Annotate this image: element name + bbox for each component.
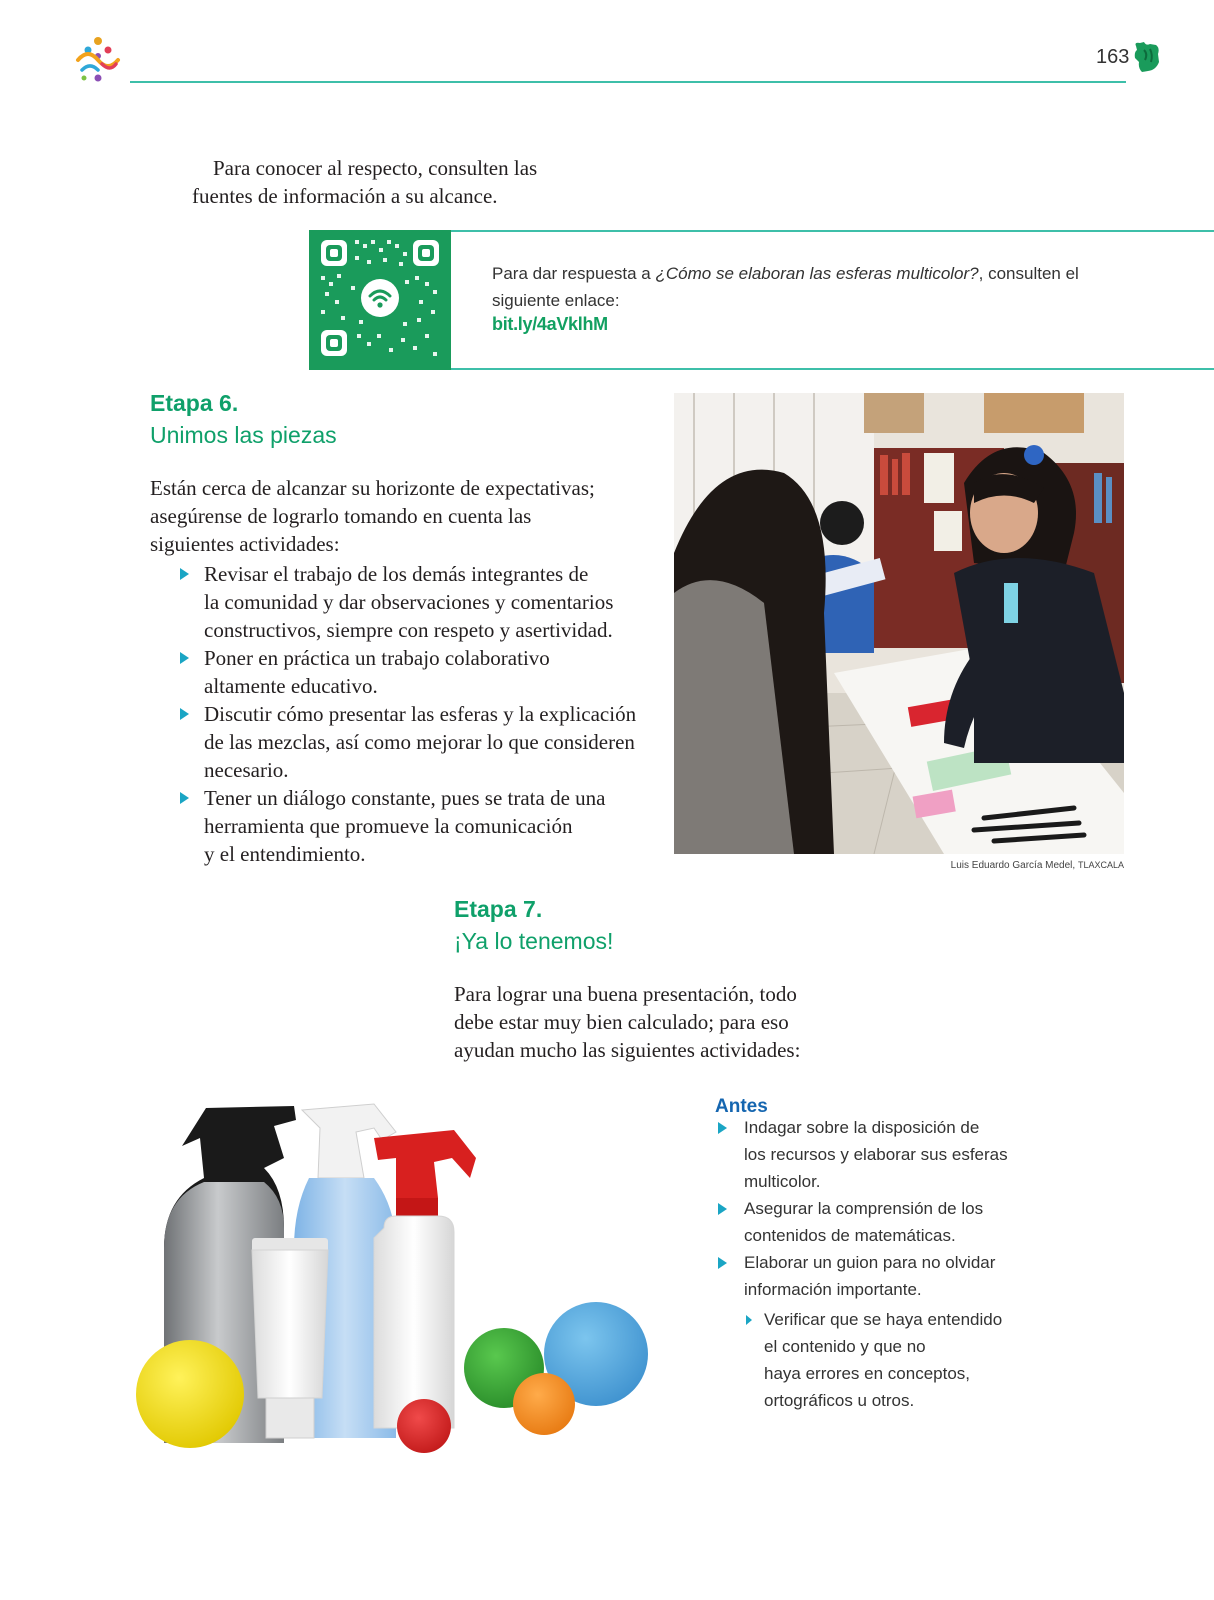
antes-sub-bullet xyxy=(744,1306,1064,1414)
list-item-line: contenidos de matemáticas. xyxy=(744,1226,956,1245)
antes-title: Antes xyxy=(715,1096,768,1117)
etapa7-subtitle: ¡Ya lo tenemos! xyxy=(454,928,614,954)
list-item-line: ortográficos u otros. xyxy=(764,1391,915,1410)
etapa7-intro-line: Para lograr una buena presentación, todo xyxy=(454,982,797,1006)
header-logo xyxy=(72,34,124,84)
list-item xyxy=(178,784,648,868)
page-number: 163 xyxy=(1096,46,1130,68)
section-icon xyxy=(1132,40,1162,74)
classroom-photo-illustration xyxy=(674,393,1124,854)
link-box-top-border xyxy=(451,230,1214,232)
list-item-line: y el entendimiento. xyxy=(204,842,366,866)
bottles-spheres-icon xyxy=(134,1098,664,1470)
etapa6-intro-line: siguientes actividades: xyxy=(150,532,340,556)
list-item xyxy=(716,1249,1046,1303)
list-item xyxy=(178,560,648,644)
etapa6-bullet-list xyxy=(178,560,648,868)
link-question: ¿Cómo se elaboran las esferas multicolor? xyxy=(655,264,979,283)
header-divider xyxy=(130,81,1126,83)
list-item-line: altamente educativo. xyxy=(204,674,378,698)
bullet-arrow-icon xyxy=(180,708,189,720)
bullet-arrow-icon xyxy=(180,568,189,580)
antes-bullet-list xyxy=(716,1114,1046,1303)
list-item-line: los recursos y elaborar sus esferas xyxy=(744,1145,1008,1164)
list-item xyxy=(716,1114,1046,1195)
logo-icon xyxy=(72,34,124,84)
list-item xyxy=(716,1195,1046,1249)
list-item-line: de las mezclas, así como mejorar lo que consideren xyxy=(204,730,635,754)
bullet-arrow-icon xyxy=(718,1203,727,1215)
list-item-line: multicolor. xyxy=(744,1172,821,1191)
etapa6-title: Etapa 6. xyxy=(150,390,239,416)
list-item-line: Verificar que se haya entendido xyxy=(764,1310,1003,1329)
etapa7-intro-line: ayudan mucho las siguientes actividades: xyxy=(454,1038,801,1062)
list-item-line: Revisar el trabajo de los demás integrantes de xyxy=(204,562,589,586)
list-item xyxy=(178,644,648,700)
link-box-bottom-border xyxy=(451,368,1214,370)
list-item-line: Indagar sobre la disposición de xyxy=(744,1118,980,1137)
sub-bullet-arrow-icon xyxy=(746,1315,752,1325)
etapa7-intro xyxy=(454,980,800,1064)
photo-caption xyxy=(880,860,1124,871)
list-item-line: Tener un diálogo constante, pues se trata de una xyxy=(204,786,606,810)
link-instructions xyxy=(492,260,1142,314)
list-item-line: el contenido y que no xyxy=(764,1337,926,1356)
intro-line-2: fuentes de información a su alcance. xyxy=(192,184,498,208)
classroom-photo xyxy=(674,393,1124,854)
list-item-line: Poner en práctica un trabajo colaborativo xyxy=(204,646,550,670)
etapa7-title: Etapa 7. xyxy=(454,896,543,922)
list-item-line: Discutir cómo presentar las esferas y la explicación xyxy=(204,702,637,726)
etapa6-intro-line: Están cerca de alcanzar su horizonte de expectativas; xyxy=(150,476,595,500)
bullet-arrow-icon xyxy=(718,1257,727,1269)
link-text-before: Para dar respuesta a xyxy=(492,264,656,283)
list-item-line: constructivos, siempre con respeto y asertividad. xyxy=(204,618,613,642)
photo-caption-place: TLAXCALA xyxy=(1077,860,1124,870)
list-item-line: Elaborar un guion para no olvidar xyxy=(744,1253,996,1272)
link-url[interactable]: bit.ly/4aVklhM xyxy=(492,314,608,334)
glyph-icon xyxy=(1132,40,1162,74)
intro-line-1: Para conocer al respecto, consulten las xyxy=(213,156,538,180)
bullet-arrow-icon xyxy=(718,1122,727,1134)
qr-code-icon xyxy=(309,230,451,370)
etapa7-intro-line: debe estar muy bien calculado; para eso xyxy=(454,1010,789,1034)
list-item-line: información importante. xyxy=(744,1280,922,1299)
bottles-spheres-illustration xyxy=(134,1098,664,1470)
list-item-line: la comunidad y dar observaciones y comentarios xyxy=(204,590,614,614)
link-text-after: , consulten el siguiente enlace: xyxy=(492,264,1079,310)
list-item-line: herramienta que promueve la comunicación xyxy=(204,814,573,838)
bullet-arrow-icon xyxy=(180,652,189,664)
etapa6-intro-line: asegúrense de lograrlo tomando en cuenta las xyxy=(150,504,532,528)
list-item xyxy=(178,700,648,784)
list-item-line: haya errores en conceptos, xyxy=(764,1364,971,1383)
bullet-arrow-icon xyxy=(180,792,189,804)
list-item-line: necesario. xyxy=(204,758,289,782)
etapa6-intro xyxy=(150,474,595,558)
qr-code[interactable] xyxy=(309,230,451,370)
list-item-line: Asegurar la comprensión de los xyxy=(744,1199,984,1218)
etapa6-subtitle: Unimos las piezas xyxy=(150,422,337,448)
photo-caption-name: Luis Eduardo García Medel, xyxy=(950,860,1076,871)
